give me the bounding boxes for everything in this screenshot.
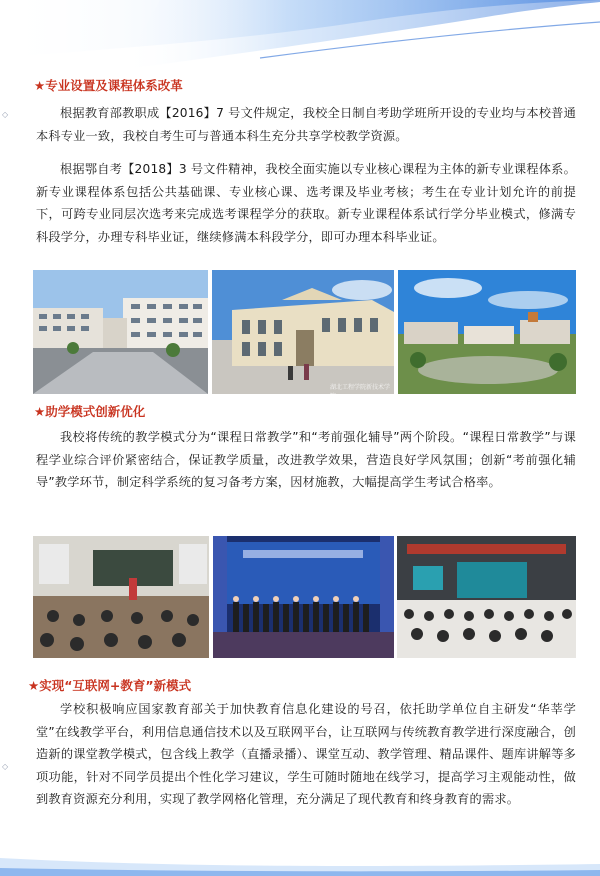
- photo-watermark: 湖北工程学院新技术学院: [330, 384, 391, 400]
- paragraph-curriculum-2: 根据鄂自考【2018】3 号文件精神，我校全面实施以专业核心课程为主体的新专业课程体系。新专业课程体系包括公共基础课、专业核心课、选考课及毕业考核；考生在专业计划允许的前提下，可跨专业同层次选考来完成选考课程学分的获取。新专业课程体系试行学分毕业模式，修满专科段学分，办理专科毕业证，继续修满本科段学分，即可办理本科毕业证。: [36, 162, 576, 244]
- paragraph-curriculum-1: 根据教育部教职成【2016】7 号文件规定，我校全日制自考助学班所开设的专业均与本校普通本科专业一致，我校自考生可与普通本科生充分共享学校教学资源。: [36, 106, 576, 143]
- paragraph-assist-mode: 我校将传统的教学模式分为“课程日常教学”和“考前强化辅导”两个阶段。“课程日常教学”与课程学业综合评价紧密结合，保证教学质量，改进教学效果，营造良好学风氛围；创新“考前强化辅导”教学环节，制定科学系统的复习备考方案，因材施教，大幅提高学生考试合格率。: [36, 430, 576, 489]
- paragraph-internet-education: 学校积极响应国家教育部关于加快教育信息化建设的号召，依托助学单位自主研发“华莘学堂”在线教学平台，利用信息通信技术以及互联网平台，让互联网与传统教育教学进行深度融合，创造新的课堂教学模式，包含线上教学（直播录播）、课堂互动、教学管理、精品课件、题库讲解等多项功能，针对不同学员提出个性化学习建议，学生可随时随地在线学习，提高学习主观能动性，做到教育资源充分利用，实现了教学网格化管理，充分满足了现代教育和终身教育的需求。: [36, 702, 576, 806]
- campus-building-photo: [33, 270, 208, 394]
- classroom-photo: [33, 536, 209, 658]
- campus-panorama-photo: [398, 270, 576, 394]
- campus-hall-photo: [212, 270, 394, 400]
- section-title-assist-mode: ★助学模式创新优化: [34, 404, 146, 419]
- stage-group-photo: [213, 536, 394, 658]
- bottom-wave-decoration: [0, 816, 600, 876]
- margin-mark: ◇: [2, 762, 9, 771]
- section-title-internet-education: ★实现“互联网+教育”新模式: [28, 678, 192, 693]
- margin-mark: ◇: [2, 110, 9, 119]
- auditorium-lecture-photo: [397, 536, 576, 658]
- section-title-curriculum: ★专业设置及课程体系改革: [34, 78, 183, 93]
